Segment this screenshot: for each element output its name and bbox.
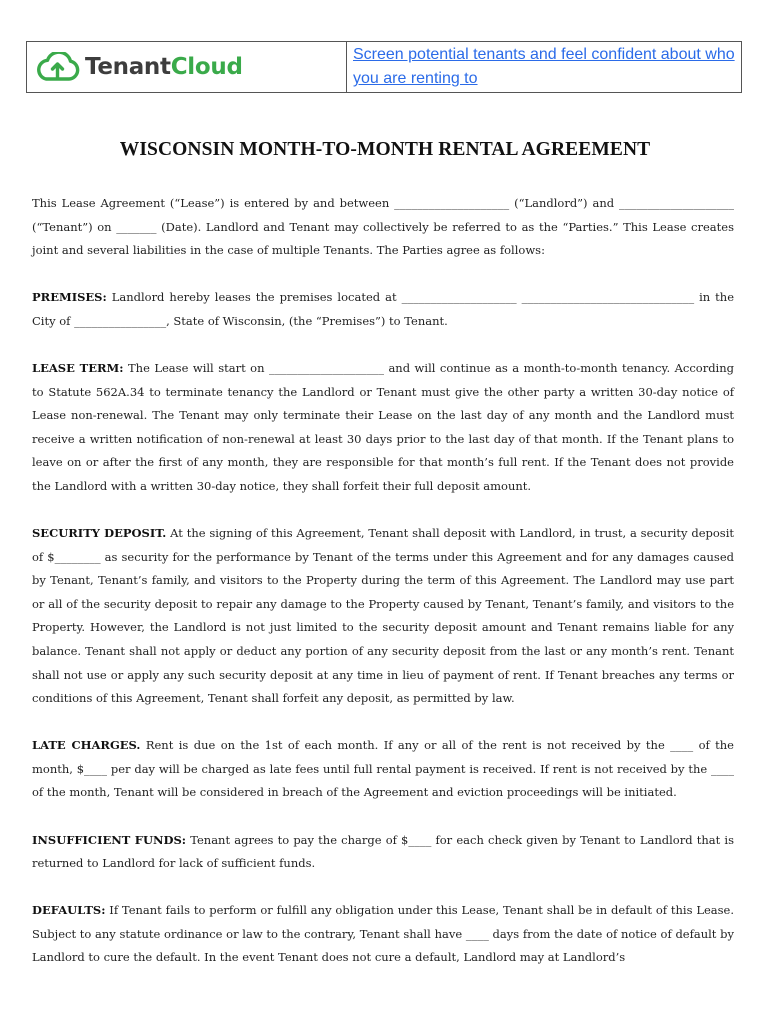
document-title: WISCONSIN MONTH-TO-MONTH RENTAL AGREEMENT — [119, 139, 651, 160]
section-heading: PREMISES: — [32, 290, 107, 305]
defaults-section — [32, 899, 734, 970]
tenant-screening-link[interactable]: Screen potential tenants and feel confident about who you are renting to — [353, 46, 735, 87]
intro-paragraph: This Lease Agreement (“Lease”) is entered by and between ____________________ (“Landlord”) and ____________________ (“Tenant”) on _______ (Date). Landlord and Tenant may collectively be referred to as the “Parties.” This Lease creates joint and several liabilities in the case of multiple Tenants. The Parties agree as follows: — [32, 196, 734, 258]
cloud-upload-icon — [33, 52, 81, 82]
premises-section — [32, 286, 734, 333]
section-text: Rent is due on the 1st of each month. If any or all of the rent is not received by the ____ of the month, $____ per day will be charged as late fees until full rental payment is received. If rent is not received by the ____ of the month, Tenant will be considered in breach of the Agreement and eviction proceedings will be initiated. — [32, 738, 734, 800]
section-heading: LEASE TERM: — [32, 360, 124, 375]
section-text: If Tenant fails to perform or fulfill any obligation under this Lease, Tenant shall be in default of this Lease. Subject to any statute ordinance or law to the contrary, Tenant shall have ____ days from the date of notice of default by Landlord to cure the default. In the event Tenant does not cure a default, Landlord may at Landlord’s — [32, 903, 734, 965]
promo-cell — [347, 42, 741, 92]
security-deposit-section — [32, 522, 734, 711]
section-heading: LATE CHARGES. — [32, 738, 141, 753]
logo-cell — [27, 42, 347, 92]
logo-text-main: Tenant — [85, 54, 171, 80]
late-charges-section — [32, 734, 734, 805]
section-heading: SECURITY DEPOSIT. — [32, 526, 167, 541]
logo-text-accent: Cloud — [170, 54, 243, 80]
tenantcloud-logo — [33, 52, 243, 82]
insufficient-funds-section — [32, 829, 734, 876]
lease-term-section — [32, 357, 734, 499]
section-text: Tenant agrees to pay the charge of $____ for each check given by Tenant to Landlord that is returned to Landlord for lack of sufficient funds. — [32, 832, 734, 871]
section-text: At the signing of this Agreement, Tenant shall deposit with Landlord, in trust, a security deposit of $________ as security for the performance by Tenant of the terms under this Agreement and for any damages caused by Tenant, Tenant’s family, and visitors to the Property during the term of this Agreement. The Landlord may use part or all of the security deposit to repair any damage to the Property caused by Tenant, Tenant’s family, and visitors to the Property. However, the Landlord is not just limited to the security deposit amount and Tenant remains liable for any balance. Tenant shall not apply or deduct any portion of any security deposit from the last or any month’s rent. Tenant shall not use or apply any such security deposit at any time in lieu of payment of rent. If Tenant breaches any terms or conditions of this Agreement, Tenant shall forfeit any deposit, as permitted by law. — [32, 526, 734, 706]
section-heading: DEFAULTS: — [32, 903, 106, 918]
section-text: Landlord hereby leases the premises located at ____________________ ______________________________ in the City of ________________, State of Wisconsin, (the “Premises”) to Tenant. — [32, 290, 734, 328]
logo-wordmark — [85, 54, 243, 80]
section-text: The Lease will start on ____________________ and will continue as a month-to-month tenancy. According to Statute 562A.34 to terminate tenancy the Landlord or Tenant must give the other party a written 30-day notice of Lease non-renewal. The Tenant may only terminate their Lease on the last day of any month and the Landlord must receive a written notification of non-renewal at least 30 days prior to the last day of that month. If the Tenant plans to leave on or after the first of any month, they are responsible for that month’s full rent. If the Tenant does not provide the Landlord with a written 30-day notice, they shall forfeit their full deposit amount. — [32, 360, 735, 493]
document-body — [32, 192, 734, 994]
header-banner — [26, 41, 742, 93]
section-heading: INSUFFICIENT FUNDS: — [32, 832, 187, 847]
